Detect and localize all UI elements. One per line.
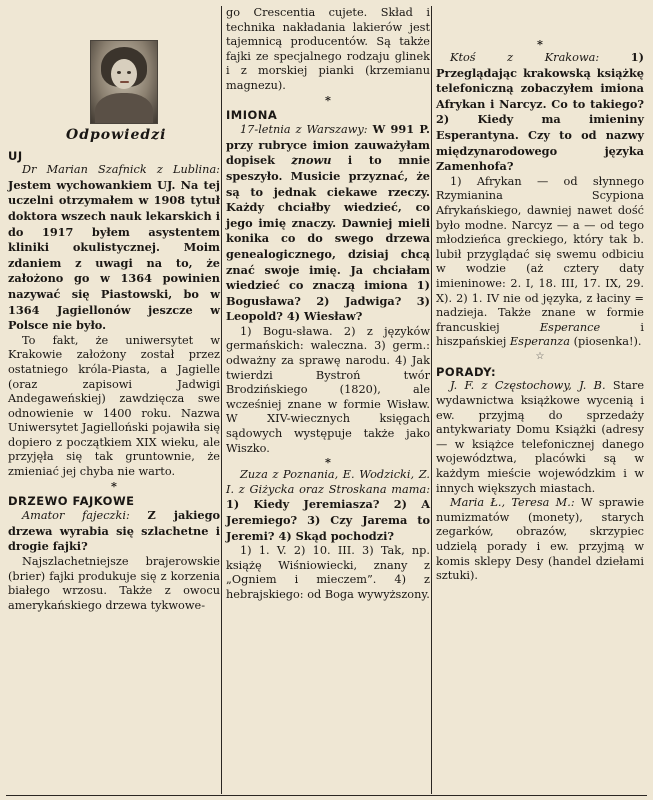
column-2 [226, 6, 430, 603]
zuza-question-text: 1) Kiedy Jeremiasza? 2) A Jeremiego? 3) Czy Jarema to Jeremi? 4) Skąd pochodzi? [226, 497, 430, 543]
column-divider-1 [221, 6, 222, 794]
ktos-question [436, 50, 644, 175]
uj-answer: To fakt, że uniwersytet w Krakowie założony został przez ostatniego króla-Piasta, a Jagielle (oraz zapisowi Jadwigi Andegaweńskiej) zawdzięcza swe odnowienie w 1400 roku. Nazwa Uniwersytet Jagielloński pojawiła się dopiero z początkiem XIX wieku, ale przyjęła się tak gruntownie, że zmieniać jej chyba nie warto. [8, 333, 220, 479]
star-ornament: * [111, 478, 117, 493]
portrait-photo [90, 40, 158, 124]
outline-star-ornament: ☆ [535, 350, 545, 362]
column-1 [8, 6, 220, 613]
column-3 [436, 6, 644, 584]
section-uj: UJ [8, 148, 23, 163]
ktos-question-name: Ktoś z Krakowa: [450, 51, 600, 64]
ktos-question-text: 1) Przeglądając krakowską książkę telefoniczną zobaczyłem imiona Afrykan i Narcyz. Co to takiego? 2) Kiedy ma imieniny Esperantyna. Czy to od nazwy międzynarodowego języka Zamenhofa? [436, 50, 644, 174]
zuza-answer: 1) 1. V. 2) 10. III. 3) Tak, np. książę Wiśniowiecki, znany z „Ogniem i mieczem”. 4) z hebrajskiego: od Boga wywyższony. [226, 544, 430, 601]
drzewo-question-name: Amator fajeczki: [22, 509, 130, 523]
maria-text: W sprawie numizmatów (monety), starych zegarków, obrazów, skrzypiec udzielą porady i ew. przyjmą w komis sklepy Desy (handel dziełami sztuki). [436, 496, 645, 583]
porady-entry-1 [436, 379, 644, 496]
uj-question [8, 163, 220, 334]
section-porady: PORADY: [436, 364, 497, 379]
imiona-question [226, 122, 430, 325]
ktos-answer-a: 1) Afrykan — od słynnego Rzymianina Scypiona Afrykańskiego, dawniej nawet dość było modne. Narcyz — a — od tego młodzieńca greckiego, który tak b. lubił przyglądać się swemu odbiciu w wodzie (aż cztery daty imieninowe: 2. I, 18. III, 17. IX, 29. X). 2) 1. IV nie od języka, z łaciny = nadzieja. Także znane w formie francuskiej [436, 174, 644, 334]
imiona-question-text-a: W 991 P. przy rubryce imion zauważyłam dopisek [226, 122, 430, 168]
uj-question-text: Jestem wychowankiem UJ. Na tej uczelni otrzymałem w 1908 tytuł doktora wszech nauk lekarskich i do 1917 byłem asystentem kliniki okulistycznej. Moim zdaniem z uwagi na to, że założono go w 1364 powinien nazywać się Piastowski, bo w 1364 Jagiellonów jeszcze w Polsce nie było. [8, 177, 220, 333]
star-ornament: * [325, 455, 331, 470]
imiona-answer: 1) Bogu-sława. 2) z języków germańskich: waleczna. 3) germ.: odważny za sprawę narodu. 4) Jak twierdzi Bystroń twór Brodzińskiego (1820), ale wcześniej znane w formie Wisław. W XIV-wiecznych księgach sądowych występuje także jako Wiszko. [226, 324, 430, 455]
ktos-answer-esperance: Esperance [539, 320, 601, 334]
section-imiona: IMIONA [226, 107, 278, 122]
porady-text: Stare wydawnictwa książkowe wycenią i ew. przyjmą do sprzedaży antykwariaty Domu Książki (adresy — w książce telefonicznej danego województwa, placówki są w każdym mieście wojewódzkim i w innych większych miastach. [436, 379, 645, 495]
imiona-question-name: 17-letnia z Warszawy: [240, 123, 368, 137]
section-drzewo: DRZEWO FAJKOWE [8, 493, 135, 508]
ktos-answer-esperanza: Esperanza [509, 335, 570, 349]
imiona-question-znowu: znowu [291, 153, 332, 168]
drzewo-answer-continued: go Crescentia cujete. Skład i technika nakładania lakierów jest tajemnicą producentów. Są także fajki ze specjalnego rodzaju glinek i z morskiej pianki (krzemianu magnezu). [226, 6, 430, 92]
bottom-border [6, 795, 647, 796]
uj-question-name: Dr Marian Szafnick z Lublina: [22, 163, 220, 177]
ktos-answer [436, 175, 644, 350]
column-heading: Odpowiedzi [66, 127, 167, 143]
drzewo-question [8, 508, 220, 555]
ktos-answer-c: (piosenka!). [573, 335, 642, 349]
drzewo-question-text: Z jakiego drzewa wyrabia się szlachetne i drogie fajki? [8, 508, 221, 554]
star-ornament: * [325, 92, 331, 107]
porady-names: J. F. z Częstochowy, J. B. [450, 379, 606, 393]
zuza-question [226, 468, 430, 544]
imiona-question-text-b: i to mnie speszyło. Musicie przyznać, że są to jednak ciekawe rzeczy. Każdy chciałby wiedzieć, co jego imię znaczy. Dawniej mieli konika co do swego drzewa genealogicznego, dzisiaj chcą znać swoje imię. Ja chciałam wiedzieć co znaczą imiona 1) Bogusława? 2) Jadwiga? 3) Leopold? 4) Wiesław? [226, 153, 431, 324]
porady-entry-2 [436, 496, 644, 584]
maria-names: Maria Ł., Teresa M.: [450, 496, 575, 510]
zuza-question-name: Zuza z Poznania, E. Wodzicki, Z. I. z Giżycka oraz Stroskana mama: [226, 468, 430, 496]
ktos-answer-b: i hiszpańskiej [436, 320, 644, 349]
column-divider-2 [431, 6, 432, 794]
star-ornament: * [537, 37, 543, 51]
drzewo-answer: Najszlachetniejsze brajerowskie (brier) fajki produkuje się z korzenia białego wrzosu. Także z owocu amerykańskiego drzewa tykwowe- [8, 555, 220, 612]
